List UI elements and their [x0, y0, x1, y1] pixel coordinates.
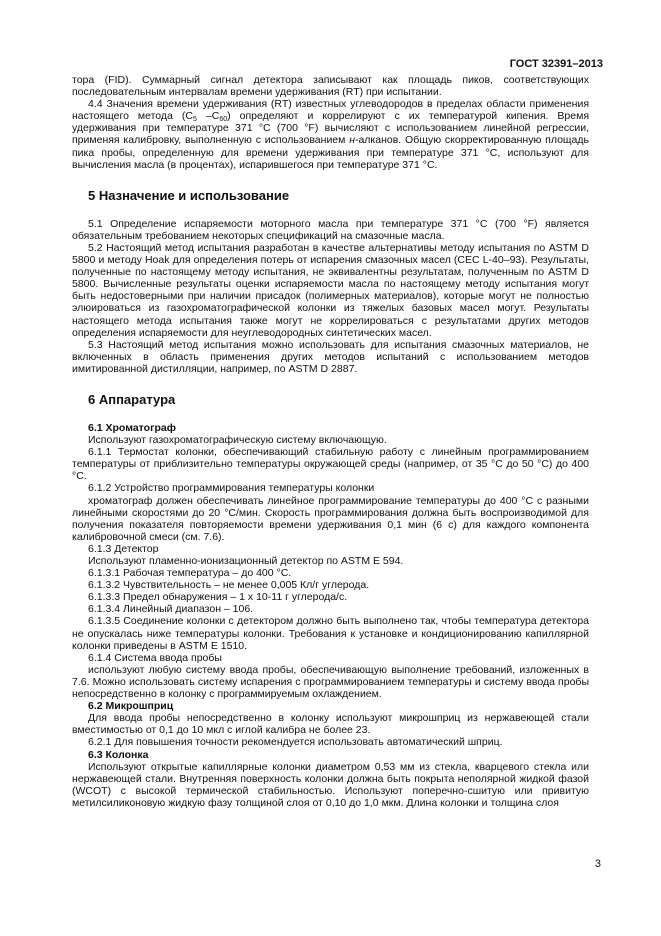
paragraph-6-1-2: 6.1.2 Устройство программирования температуры колонки [88, 482, 375, 495]
paragraph-6-1-2-body: хроматограф должен обеспечивать линейное программирование температуры до 400 °С с разными линейными скоростями до 20 °С/мин. Скорость программирования должна быть воспроизводимой для получения показателя повторяемости времени удерживания 0,1 мин (6 с) для каждого компонента калибровочной смеси (см. 7.6). [72, 494, 589, 543]
paragraph-6-1-3-body: Используют пламенно-ионизационный детектор по ASTM E 594. [88, 555, 404, 567]
paragraph-6-1-3-2: 6.1.3.2 Чувствительность – не менее 0,005 Кл/г углерода. [88, 579, 370, 592]
paragraph-6-1-4: 6.1.4 Система ввода пробы [88, 651, 222, 664]
paragraph-6-1-3-1: 6.1.3.1 Рабочая температура – до 400 °С. [88, 567, 292, 580]
subscript: 5 [192, 116, 197, 124]
paragraph-6-1-3-3: 6.1.3.3 Предел обнаружения – 1 х 10-11 г углерода/с. [88, 591, 348, 604]
paragraph-6-1: Используют газохроматографическую систему включающую. [88, 434, 387, 447]
subsection-6-3-heading: 6.3 Колонка [88, 748, 149, 761]
section-6-heading: 6 Аппаратура [88, 391, 176, 407]
subsection-6-2-heading: 6.2 Микрошприц [88, 700, 174, 713]
subscript: 60 [219, 116, 228, 124]
text-run: -алканов. Общую скорректированную площадь пика пробы, определенную для времени удерживания при температуре 371 °С, используют для вычисления масла (в процентах), испарившегося при температуре 371 °С. [72, 134, 589, 171]
document-header: ГОСТ 32391–2013 [509, 58, 603, 70]
paragraph-5-2: 5.2 Настоящий метод испытания разработан в качестве альтернативы методу испытания по ASTM D 5800 и методу Hoak для определения потерь от испарения смазочных масел (CEC L-40–93). Результаты, полученные по настоящему методу испытания, не эквивалентны результатам, полученным по ASTM D 5800. Вычисленные результаты оценки испаряемости масла по настоящему методу испытания могут быть недостоверными при наличии присадок (полимерных материалов), которые могут не полностью элюироваться из газохроматографической колонки из тяжелых базовых масел могут. Результаты настоящего метода испытания также могут не коррелироваться с результатами других методов определения испаряемости для неуглеводородных синтетических масел. [72, 241, 589, 339]
section-5-heading: 5 Назначение и использование [88, 187, 290, 203]
text-run: –C [196, 110, 220, 123]
italic-text: н [349, 134, 355, 147]
paragraph-5-3: 5.3 Настоящий метод испытания можно использовать для испытания смазочных материалов, не включенных в область применения других методов испытаний с использованием методов имитированной дистилляции, например, по ASTM D 2887. [72, 338, 589, 375]
paragraph-6-3: Используют открытые капиллярные колонки диаметром 0,53 мм из стекла, кварцевого стекла или нержавеющей стали. Внутренняя поверхность колонки должна быть покрыта неполярной жидкой фазой (WCOT) с высокой термической стабильностью. Используют поперечно-сшитую или привитую метилсиликоновую жидкую фазу толщиной слоя от 0,10 до 1,0 мкм. Длина колонки и толщина слоя [72, 760, 589, 809]
paragraph-6-1-4-body: используют любую систему ввода пробы, обеспечивающую выполнение требований, изложенных в 7.6. Можно использовать систему испарения с программированием температуры и систему ввода пробы непосредственно в колонку с программируемым охлаждением. [72, 663, 589, 701]
page-content [72, 74, 589, 809]
paragraph-6-1-3-4: 6.1.3.4 Линейный диапазон – 106. [88, 603, 254, 616]
text-run: ) определяют и коррелируют с их температурой кипения. Время удерживания при температуре 371 °С (700 °F) вычисляют с использованием линейной регрессии, применяя калибровку, выполненную с использованием [72, 110, 590, 147]
paragraph-6-2: Для ввода пробы непосредственно в колонку используют микрошприц из нержавеющей стали вместимостью от 0,1 до 10 мкл с иглой калибра не более 23. [72, 712, 589, 737]
paragraph-6-2-1: 6.2.1 Для повышения точности рекомендуется использовать автоматический шприц. [88, 736, 503, 749]
paragraph-5-1: 5.1 Определение испаряемости моторного масла при температуре 371 °С (700 °F) является обязательным требованием некоторых спецификаций на смазочные масла. [72, 217, 589, 242]
paragraph-6-1-1: 6.1.1 Термостат колонки, обеспечивающий стабильную работу с линейным программированием температуры от приблизительно температуры окружающей среды (например, от 35 °С до 50 °С) до 400 °С. [72, 446, 589, 483]
paragraph-4-4 [72, 98, 589, 171]
text-run: 4.4 Значения времени удерживания (RT) известных углеводородов в пределах области применения настоящего метода (C [72, 98, 589, 123]
page-number: 3 [594, 858, 601, 870]
paragraph-6-1-3: 6.1.3 Детектор [88, 542, 159, 555]
paragraph-6-1-3-5: 6.1.3.5 Соединение колонки с детектором должно быть выполнено так, чтобы температура детектора не опускалась ниже температуры колонки. Требования к установке и кондиционированию капиллярной колонки приведены в ASTM E 1510. [72, 615, 589, 652]
paragraph-4-3-continued: тора (FID). Суммарный сигнал детектора записывают как площадь пиков, соответствующих последовательным интервалам времени удерживания (RT) при испытании. [72, 74, 589, 99]
subsection-6-1-heading: 6.1 Хроматограф [88, 421, 176, 434]
